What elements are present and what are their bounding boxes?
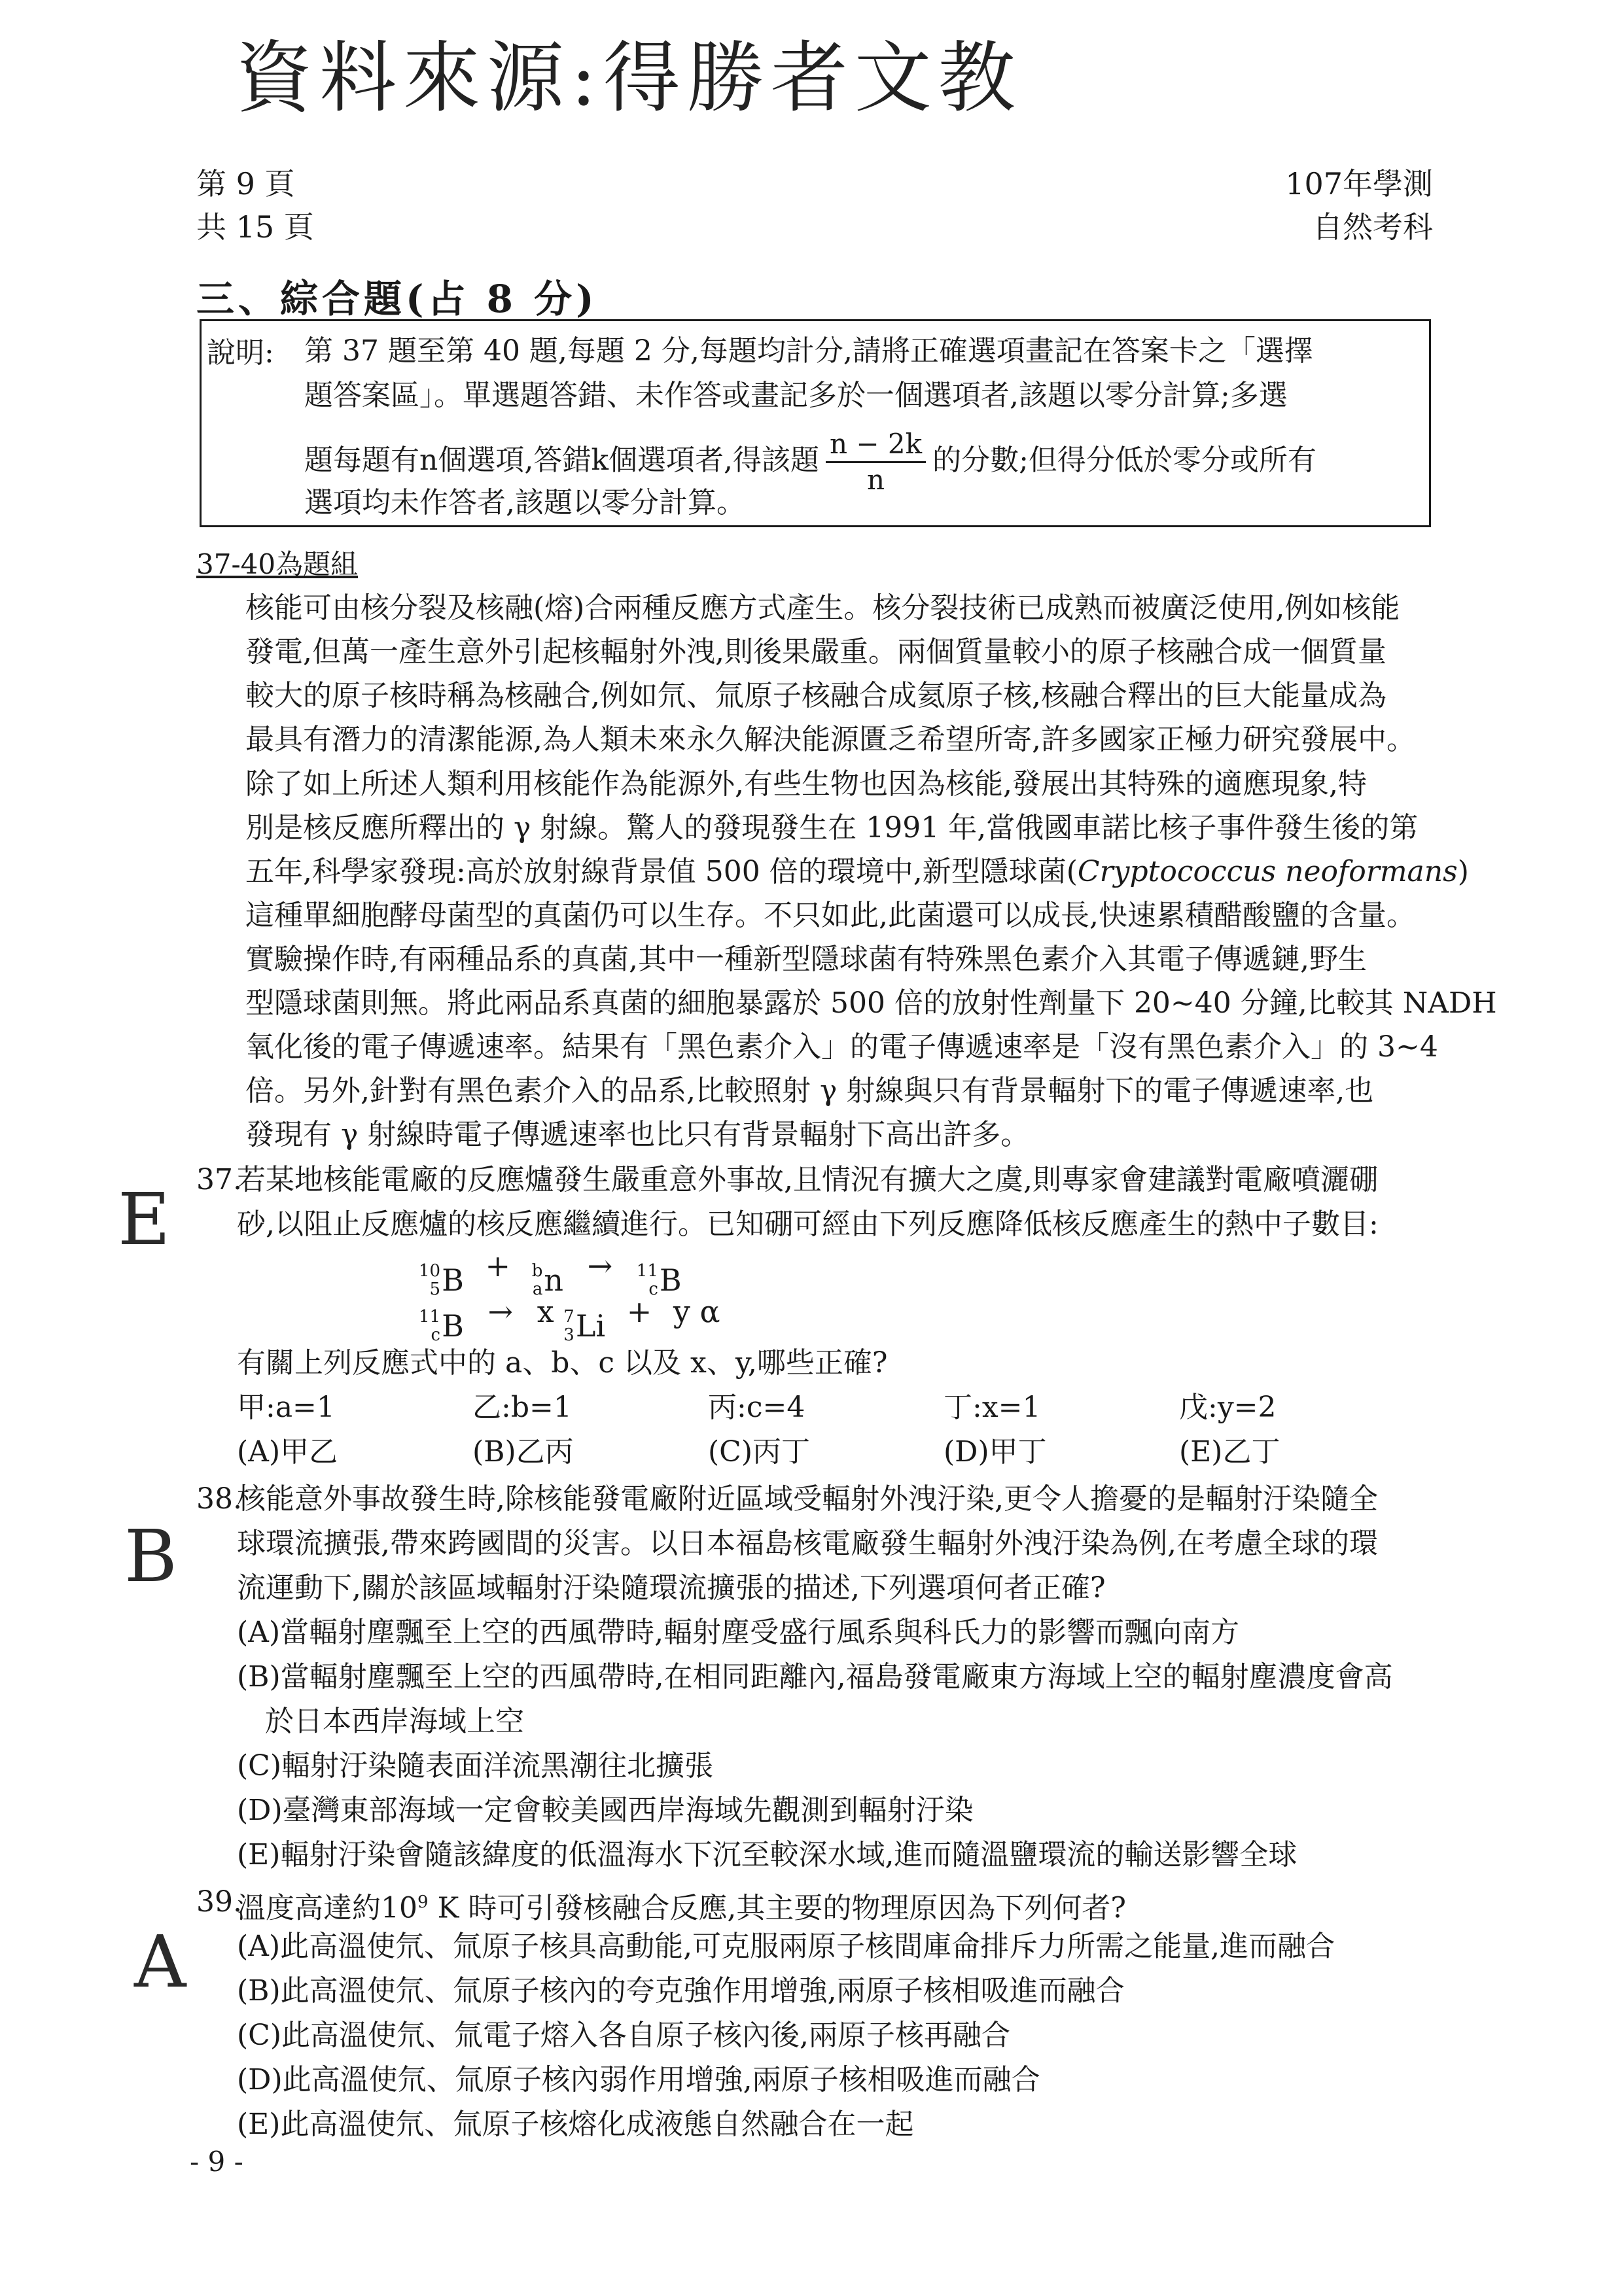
q39-exponent: 9 xyxy=(417,1892,429,1912)
passage-paragraph-1 xyxy=(245,586,1431,761)
q39-handwritten-answer: A xyxy=(134,1920,186,2004)
element-symbol: B xyxy=(442,1308,464,1344)
q39-option-b: (B)此高溫使氘、氚原子核內的夸克強作用增強,兩原子核相吸進而融合 xyxy=(237,1974,1125,2008)
q38-option-c: (C)輻射汙染隨表面洋流黑潮往北擴張 xyxy=(237,1749,713,1783)
statement-item: 乙:b=1 xyxy=(472,1391,572,1424)
element-symbol: B xyxy=(659,1262,682,1298)
plus-sign: + xyxy=(626,1294,652,1329)
mass-number: b xyxy=(531,1261,543,1281)
q39-option-d: (D)此高溫使氘、氚原子核內弱作用增強,兩原子核相吸進而融合 xyxy=(237,2063,1040,2096)
q38-stem-line-3: 流運動下,關於該區域輻射汙染隨環流擴張的描述,下列選項何者正確? xyxy=(237,1571,1106,1605)
option-item: (D)甲丁 xyxy=(944,1435,1047,1469)
q39-number: 39. xyxy=(196,1885,242,1919)
nuclide-b11 xyxy=(637,1262,682,1298)
mass-number: 11 xyxy=(636,1261,658,1281)
q38-option-b: (B)當輻射塵飄至上空的西風帶時,在相同距離內,福島發電廠東方海域上空的輻射塵濃度會高 xyxy=(237,1660,1393,1694)
element-symbol: n xyxy=(544,1262,563,1298)
q37-options xyxy=(237,1430,1415,1474)
q37-stem-line-1: 若某地核能電廠的反應爐發生嚴重意外事故,且情況有擴大之虞,則專家會建議對電廠噴灑硼 xyxy=(237,1163,1378,1196)
nuclide-li7 xyxy=(563,1308,605,1344)
atomic-number: a xyxy=(532,1279,543,1299)
passage-line: 倍。另外,針對有黑色素介入的品系,比較照射 γ 射線與只有背景輻射下的電子傳遞速率,也 xyxy=(245,1074,1374,1107)
reaction-arrow: → xyxy=(487,1294,514,1329)
page-label: 第 9 頁 xyxy=(196,166,295,201)
q37-stem-line-2: 砂,以阻止反應爐的核反應繼續進行。已知硼可經由下列反應降低核反應產生的熱中子數目: xyxy=(237,1208,1379,1241)
option-item: (A)甲乙 xyxy=(237,1435,338,1469)
q39-option-c: (C)此高溫使氘、氚電子熔入各自原子核內後,兩原子核再融合 xyxy=(237,2019,1010,2052)
passage-line: 最具有潛力的清潔能源,為人類未來永久解決能源匱乏希望所寄,許多國家正極力研究發展中。 xyxy=(245,723,1415,756)
mass-number: 7 xyxy=(563,1307,574,1327)
element-symbol: B xyxy=(442,1262,464,1298)
q38-option-a: (A)當輻射塵飄至上空的西風帶時,輻射塵受盛行風系與科氏力的影響而飄向南方 xyxy=(237,1616,1240,1649)
reaction-arrow: → xyxy=(587,1248,613,1283)
atomic-number: c xyxy=(431,1325,441,1345)
passage-paragraph-2 xyxy=(245,762,1497,1157)
question-group-label: 37-40為題組 xyxy=(196,548,359,580)
q39-option-e: (E)此高溫使氘、氚原子核熔化成液態自然融合在一起 xyxy=(237,2108,914,2141)
mass-number: 10 xyxy=(419,1261,441,1281)
element-symbol: Li xyxy=(575,1308,606,1344)
mass-number: 11 xyxy=(419,1307,441,1327)
subject-label: 自然考科 xyxy=(1313,209,1433,245)
alpha-term: y α xyxy=(673,1294,720,1329)
q38-stem-line-1: 核能意外事故發生時,除核能發電廠附近區域受輻射外洩汙染,更令人擔憂的是輻射汙染隨全 xyxy=(237,1482,1378,1516)
q37-number: 37. xyxy=(196,1163,242,1196)
passage-line: 較大的原子核時稱為核融合,例如氘、氚原子核融合成氦原子核,核融合釋出的巨大能量成為 xyxy=(245,679,1386,712)
q39-stem-part: 溫度高達約10 xyxy=(237,1891,417,1925)
q39-stem xyxy=(237,1880,1126,1931)
instruction-line-2: 題答案區」。單選題答錯、未作答或畫記多於一個選項者,該題以零分計算;多選 xyxy=(304,379,1288,412)
passage-line: 發現有 γ 射線時電子傳遞速率也比只有背景輻射下高出許多。 xyxy=(245,1118,1030,1151)
q39-stem-part: K 時可引發核融合反應,其主要的物理原因為下列何者? xyxy=(428,1891,1126,1925)
q38-number: 38. xyxy=(196,1482,242,1516)
passage-line: 這種單細胞酵母菌型的真菌仍可以生存。不只如此,此菌還可以成長,快速累積醋酸鹽的含量。 xyxy=(245,899,1415,932)
statement-item: 丙:c=4 xyxy=(708,1391,805,1424)
q38-option-b-cont: 於日本西岸海域上空 xyxy=(265,1705,524,1738)
total-pages-label: 共 15 頁 xyxy=(196,209,314,245)
page-number: - 9 - xyxy=(190,2146,243,2178)
fraction-denominator: n xyxy=(867,464,885,496)
fraction-numerator: n − 2k xyxy=(826,427,926,463)
species-name: Cryptococcus neoformans xyxy=(1077,855,1458,888)
q39-option-a: (A)此高溫使氘、氚原子核具高動能,可克服兩原子核間庫侖排斥力所需之能量,進而融合 xyxy=(237,1930,1335,1963)
instruction-box xyxy=(200,319,1431,527)
page-header-left xyxy=(196,162,314,249)
atomic-number: 3 xyxy=(563,1325,574,1345)
instruction-label: 說明: xyxy=(207,336,274,370)
statement-item: 戊:y=2 xyxy=(1179,1391,1277,1424)
instruction-line-3-before: 題每題有n個選項,答錯k個選項者,得該題 xyxy=(304,444,819,477)
page-header-right xyxy=(1237,162,1433,249)
passage-line: 實驗操作時,有兩種品系的真菌,其中一種新型隱球菌有特殊黑色素介入其電子傳遞鏈,野生 xyxy=(245,943,1367,976)
passage-line: 核能可由核分裂及核融(熔)合兩種反應方式產生。核分裂技術已成熟而被廣泛使用,例如核能 xyxy=(245,591,1400,625)
nuclide-neutron xyxy=(532,1262,563,1298)
passage-line: 別是核反應所釋出的 γ 射線。驚人的發現發生在 1991 年,當俄國車諾比核子事件發生後的第 xyxy=(245,811,1419,844)
nuclide-b11 xyxy=(419,1308,464,1344)
q37-reaction-1 xyxy=(419,1248,682,1298)
statement-item: 甲:a=1 xyxy=(237,1391,335,1424)
instruction-line-1: 第 37 題至第 40 題,每題 2 分,每題均計分,請將正確選項畫記在答案卡之「選擇 xyxy=(304,334,1313,368)
nuclide-b10 xyxy=(419,1262,464,1298)
option-item: (C)丙丁 xyxy=(708,1435,810,1469)
coefficient-x: x xyxy=(537,1294,554,1329)
passage-line: 型隱球菌則無。將此兩品系真菌的細胞暴露於 500 倍的放射性劑量下 20~40 分鐘,比較其 NADH xyxy=(245,986,1497,1020)
q37-handwritten-answer: E xyxy=(118,1177,171,1261)
q38-option-d: (D)臺灣東部海域一定會較美國西岸海域先觀測到輻射汙染 xyxy=(237,1794,974,1827)
handwritten-source-note: 資料來源:得勝者文教 xyxy=(236,33,1022,123)
option-item: (B)乙丙 xyxy=(472,1435,574,1469)
q37-statements xyxy=(237,1385,1415,1430)
passage-line: 發電,但萬一產生意外引起核輻射外洩,則後果嚴重。兩個質量較小的原子核融合成一個質量 xyxy=(245,635,1386,669)
passage-line: 氧化後的電子傳遞速率。結果有「黑色素介入」的電子傳遞速率是「沒有黑色素介入」的 3~4 xyxy=(245,1030,1438,1064)
atomic-number: c xyxy=(648,1279,658,1299)
instruction-line-4: 選項均未作答者,該題以零分計算。 xyxy=(304,486,745,519)
q38-stem-line-2: 球環流擴張,帶來跨國間的災害。以日本福島核電廠發生輻射外洩汙染為例,在考慮全球的環 xyxy=(237,1527,1378,1560)
q38-handwritten-answer: B xyxy=(124,1514,177,1598)
statement-item: 丁:x=1 xyxy=(944,1391,1041,1424)
passage-line: 除了如上所述人類利用核能作為能源外,有些生物也因為核能,發展出其特殊的適應現象,特 xyxy=(245,767,1367,801)
option-item: (E)乙丁 xyxy=(1179,1435,1280,1469)
passage-line-part: 五年,科學家發現:高於放射線背景值 500 倍的環境中,新型隱球菌( xyxy=(245,855,1078,888)
q38-option-e: (E)輻射汙染會隨該緯度的低溫海水下沉至較深水域,進而隨溫鹽環流的輸送影響全球 xyxy=(237,1838,1297,1871)
passage-line-species xyxy=(245,850,1469,894)
instruction-line-3-after: 的分數;但得分低於零分或所有 xyxy=(932,444,1316,477)
q37-question: 有關上列反應式中的 a、b、c 以及 x、y,哪些正確? xyxy=(237,1346,888,1380)
section-title: 三、綜合題(占 8 分) xyxy=(196,277,598,321)
q37-reaction-2 xyxy=(419,1294,720,1344)
atomic-number: 5 xyxy=(429,1279,441,1299)
plus-sign: + xyxy=(485,1248,511,1283)
passage-line-part: ) xyxy=(1457,855,1469,888)
exam-year: 107年學測 xyxy=(1285,166,1433,201)
